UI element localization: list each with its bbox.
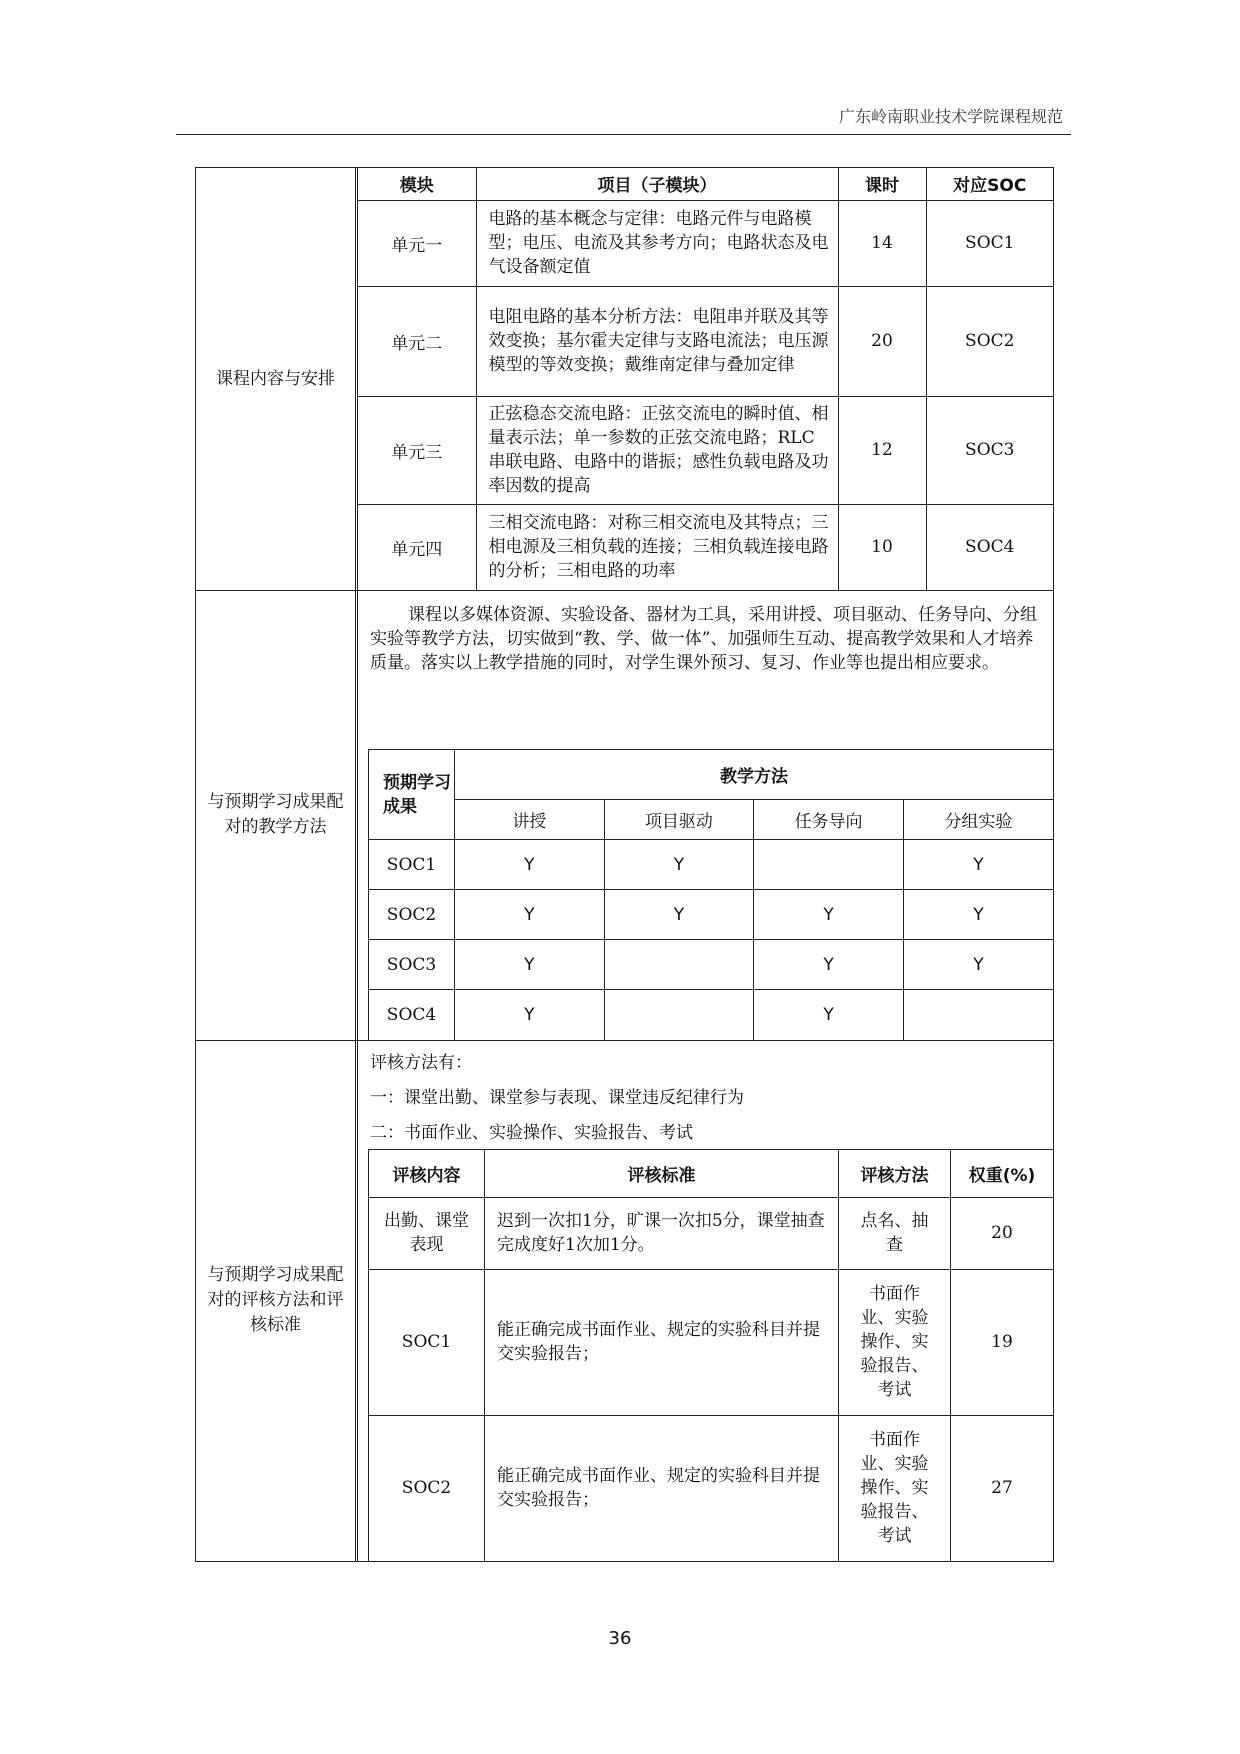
item-cell: SOC1 — [369, 1269, 485, 1415]
header-title: 广东岭南职业技术学院课程规范 — [838, 107, 1063, 126]
mark-cell — [604, 940, 754, 990]
col-header: 评核方法 — [839, 1149, 951, 1197]
method-label: 项目驱动 — [604, 800, 754, 840]
mark-cell: Y — [455, 990, 605, 1040]
section-label: 与预期学习成果配对的教学方法 — [196, 591, 356, 1041]
item-cell: 出勤、课堂表现 — [369, 1197, 485, 1269]
content-cell: 电阻电路的基本分析方法：电阻串并联及其等效变换；基尔霍夫定律与支路电流法；电压源模型的等效变换；戴维南定律与叠加定律 — [476, 286, 838, 396]
table-row — [369, 1197, 1054, 1269]
mark-cell: Y — [754, 890, 904, 940]
table-row — [358, 396, 1053, 504]
mark-cell: Y — [754, 940, 904, 990]
content-cell: 三相交流电路：对称三相交流电及其特点；三相电源及三相负载的连接；三相负载连接电路的分析；三相电路的功率 — [476, 504, 838, 590]
soc-cell: SOC2 — [369, 890, 455, 940]
content-cell: 正弦稳态交流电路：正弦交流电的瞬时值、相量表示法；单一参数的正弦交流电路；RLC串联电路、电路中的谐振；感性负载电路及功率因数的提高 — [476, 396, 838, 504]
hours-cell: 14 — [838, 200, 926, 286]
assessment-table — [368, 1149, 1053, 1562]
mark-cell: Y — [903, 890, 1053, 940]
outcome-header: 预期学习成果 — [369, 750, 455, 840]
method-label: 讲授 — [455, 800, 605, 840]
method-cell: 书面作业、实验操作、实验报告、考试 — [839, 1415, 951, 1561]
mark-cell: Y — [604, 840, 754, 890]
col-header: 评核内容 — [369, 1149, 485, 1197]
method-cell: 点名、抽查 — [839, 1197, 951, 1269]
table-row — [369, 940, 1054, 990]
table-row — [369, 890, 1054, 940]
mark-cell: Y — [754, 990, 904, 1040]
standard-cell: 迟到一次扣1分，旷课一次扣5分，课堂抽查完成度好1次加1分。 — [485, 1197, 839, 1269]
col-header: 评核标准 — [485, 1149, 839, 1197]
mark-cell: Y — [455, 890, 605, 940]
assessment-item: 二：书面作业、实验操作、实验报告、考试 — [370, 1122, 693, 1143]
section-assessment — [196, 1040, 1054, 1562]
table-row — [369, 990, 1054, 1040]
page-number: 36 — [608, 1628, 632, 1649]
col-header: 课时 — [838, 168, 926, 200]
soc-cell: SOC4 — [369, 990, 455, 1040]
method-label: 任务导向 — [754, 800, 904, 840]
module-table — [358, 168, 1053, 590]
mark-cell: Y — [903, 840, 1053, 890]
mark-cell — [604, 990, 754, 1040]
method-header: 教学方法 — [455, 750, 1054, 800]
col-header: 对应SOC — [926, 168, 1053, 200]
mark-cell — [903, 990, 1053, 1040]
table-row — [369, 1269, 1054, 1415]
module-cell: 单元二 — [358, 286, 476, 396]
table-row — [369, 840, 1054, 890]
col-header: 权重(%) — [951, 1149, 1054, 1197]
mark-cell: Y — [903, 940, 1053, 990]
standard-cell: 能正确完成书面作业、规定的实验科目并提交实验报告； — [485, 1269, 839, 1415]
assessment-intro: 评核方法有： — [370, 1052, 472, 1073]
method-matrix-table — [368, 749, 1053, 1040]
assessment-item: 一：课堂出勤、课堂参与表现、课堂违反纪律行为 — [370, 1087, 744, 1108]
weight-cell: 27 — [951, 1415, 1054, 1561]
weight-cell: 20 — [951, 1197, 1054, 1269]
mark-cell — [754, 840, 904, 890]
matrix-subheader-row — [369, 800, 1054, 840]
soc-cell: SOC3 — [369, 940, 455, 990]
hours-cell: 10 — [838, 504, 926, 590]
table-row — [358, 200, 1053, 286]
section-teaching-methods — [196, 591, 1054, 1041]
content-cell: 电路的基本概念与定律：电路元件与电路模型；电压、电流及其参考方向；电路状态及电气设备额定值 — [476, 200, 838, 286]
standard-cell: 能正确完成书面作业、规定的实验科目并提交实验报告； — [485, 1415, 839, 1561]
method-label: 分组实验 — [903, 800, 1053, 840]
hours-cell: 20 — [838, 286, 926, 396]
soc-cell: SOC1 — [369, 840, 455, 890]
item-cell: SOC2 — [369, 1415, 485, 1561]
module-cell: 单元一 — [358, 200, 476, 286]
matrix-header-row — [369, 750, 1054, 800]
module-cell: 单元三 — [358, 396, 476, 504]
section-course-content — [196, 168, 1054, 591]
mark-cell: Y — [455, 940, 605, 990]
table-header-row — [369, 1149, 1054, 1197]
section-label: 课程内容与安排 — [196, 168, 356, 591]
soc-cell: SOC1 — [926, 200, 1053, 286]
col-header: 模块 — [358, 168, 476, 200]
page-header — [176, 100, 1071, 135]
teaching-paragraph: 课程以多媒体资源、实验设备、器材为工具，采用讲授、项目驱动、任务导向、分组实验等教学方法，切实做到“教、学、做一体”、加强师生互动、提高教学效果和人才培养质量。落实以上教学措施的同时，对学生课外预习、复习、作业等也提出相应要求。 — [370, 605, 1037, 673]
table-row — [358, 504, 1053, 590]
table-header-row — [358, 168, 1053, 200]
mark-cell: Y — [604, 890, 754, 940]
col-header: 项目（子模块） — [476, 168, 838, 200]
table-row — [358, 286, 1053, 396]
mark-cell: Y — [455, 840, 605, 890]
hours-cell: 12 — [838, 396, 926, 504]
soc-cell: SOC4 — [926, 504, 1053, 590]
soc-cell: SOC3 — [926, 396, 1053, 504]
table-row — [369, 1415, 1054, 1561]
soc-cell: SOC2 — [926, 286, 1053, 396]
method-cell: 书面作业、实验操作、实验报告、考试 — [839, 1269, 951, 1415]
section-label: 与预期学习成果配对的评核方法和评核标准 — [196, 1040, 356, 1562]
weight-cell: 19 — [951, 1269, 1054, 1415]
course-spec-table — [195, 167, 1054, 1562]
module-cell: 单元四 — [358, 504, 476, 590]
